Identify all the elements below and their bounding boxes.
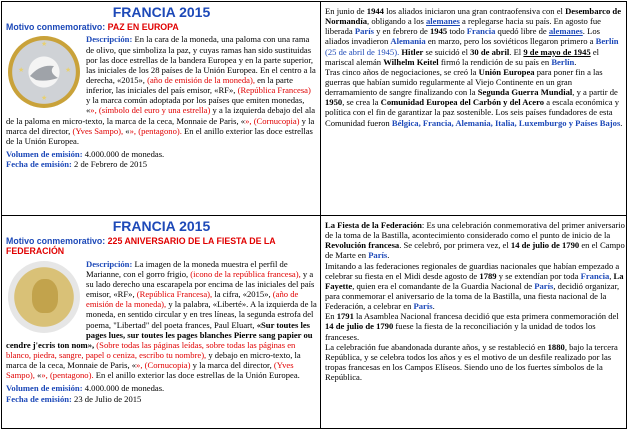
history2-paragraph-2: Imitando a las federaciones regionales de guardias nacionales que habían empezado a celebrar su fiesta en el Midi desde agosto de 1789 y se extendían por toda Francia, La Fayette, quien era el comandante de la Guardia Nacional de París, decidió organizar, para conmemorar el aniversario de la toma de la Bastilla, una fiesta nacional de la Federación, a celebrar en París. — [325, 260, 624, 312]
coin1-motive: Motivo conmemorativo: PAZ EN EUROPA — [6, 22, 179, 32]
coin2-cell — [6, 218, 317, 428]
coin1-cell — [6, 4, 317, 214]
history2-paragraph-3: En 1791 la Asamblea Nacional francesa decidió que esta primera conmemoración del 14 de julio de 1790 fuese la fiesta de la reconciliación y la unidad de todos los franceses. — [325, 311, 619, 342]
coin1-title: FRANCIA 2015 — [112, 4, 211, 20]
coin2-date: Fecha de emisión: 23 de Julio de 2015 — [6, 393, 142, 404]
history1-paragraph-2: Tras cinco años de negociaciones, se creó la Unión Europea para poner fin a las guerras que habían sumido regularmente al Viejo Continente en un gran derramamiento de sangre finalizando con la Segunda Guerra Mundial, y a partir de 1950, se crea la Comunidad Europea del Carbón y del Acero a escala económica y política con el fin de garantizar la paz sostenible. Los seis países fundadores de esta Comunidad fueron Bélgica, Francia, Alemania, Italia, Luxemburgo y Países Bajos. — [325, 66, 623, 128]
coin2-volume: Volumen de emisión: 4.000.000 de monedas. — [6, 383, 165, 394]
link-alemanes[interactable]: alemanes — [426, 16, 460, 27]
link-alemanes-2[interactable]: alemanes — [548, 26, 583, 37]
dove-icon — [8, 36, 80, 108]
coin2-image — [8, 261, 80, 333]
marianne-icon — [32, 279, 58, 313]
coin1-description: Descripción: En la cara de la moneda, una paloma con una rama de olivo, que simboliza la paz, y cuyas ramas han sido sustituidas por las doce estrellas de la bandera Europea y en la parte superior, las iniciales de los 28 países de la Unión Europea. En el centro a la derecha, «2015», (año de emisión de la moneda), en la parte inferior, las iniciales del país emisor, «RF», (República Francesa) y la marca común adoptada por los países que emiten monedas, «», (símbolo del euro y una estrella) y a la izquierda debajo del ala de la paloma en micro-texto, la marca de la ceca, Monnaie de Paris, «», (Cornucopia) y la marca del director, (Yves Sampo), «», (pentagono). En el anillo exterior las doce estrellas de la Unión Europea. — [6, 34, 316, 146]
star-icon: ★ — [65, 66, 72, 75]
history2-cell — [325, 220, 625, 428]
history1-paragraph-1: En junio de 1944 los aliados iniciaron una gran contraofensiva con el Desembarco de Normandía, obligando a los alemanes a replegarse hacia su país. En agosto fue liberada París y en febrero de 1945 todo Francia quedó libre de alemanes. Los aliados invadieron Alemania en marzo, pero los soviéticos llegaron primero a Berlín (25 de abril de 1945). Hitler se suicidó el 30 de abril. El 9 de mayo de 1945 el mariscal alemán Wilhelm Keitel firmó la rendición de su país en Berlín. — [325, 6, 622, 67]
history1-cell — [325, 6, 625, 214]
coin2-description: Descripción: La imagen de la moneda muestra el perfil de Marianne, con el gorro frigio, (icono de la república francesa), y a su lado derecho una escarapela por encima de las iniciales del país emisor, «RF», (República Francesa), la cifra, «2015», (año de emisión de la moneda), y la palabra, «Liberté». A la izquierda de la moneda, en sentido circular y en tres líneas, la segunda estrofa del poema, "Libertad" del poeta frances, Paul Eluart, «Sur toutes les pages lues, sur toutes les pages blanches Pierre sang papier ou cendre j'ecris ton nom», (Sobre todas las páginas leídas, sobre todas las páginas en blanco, piedra, sangre, papel o ceniza, escribo tu nombre), y debajo en micro-texto, la marca de la ceca, Monnaie de Paris, «», (Cornucopia) y la marca del director, (Yves Sampo), «», (pentagono). En el anillo exterior las doce estrellas de la Unión Europea. — [6, 258, 317, 381]
star-icon: ★ — [18, 66, 25, 75]
star-icon: ★ — [41, 94, 48, 103]
history2-paragraph-1: La Fiesta de la Federación: Es una celebración conmemorativa del primer aniversario de la toma de la Bastilla, acontecimiento considerado como el punto de inicio de la Revolución francesa. Se celebró, por primera vez, el 14 de julio de 1790 en el Campo de Marte en París. — [325, 220, 625, 261]
coin1-image — [8, 36, 80, 108]
coin1-date: Fecha de emisión: 2 de Febrero de 2015 — [6, 159, 148, 170]
coin2-title: FRANCIA 2015 — [112, 218, 211, 234]
history2-paragraph-4: La celebración fue abandonada durante años, y se restableció en 1880, bajo la tercera República, y se celebra todos los años y es el motivo de un desfile realizado por las tropas francesas en los Campos Elíseos. Siendo uno de los fuertes símbolos de la República. — [325, 341, 618, 383]
coin2-motive: Motivo conmemorativo: 225 ANIVERSARIO DE LA FIESTA DE LA FEDERACIÓN — [6, 236, 276, 257]
coin1-volume: Volumen de emisión: 4.000.000 de monedas. — [6, 148, 165, 159]
coin-table — [1, 1, 627, 429]
row-divider — [2, 215, 626, 216]
star-icon: ★ — [41, 40, 48, 49]
